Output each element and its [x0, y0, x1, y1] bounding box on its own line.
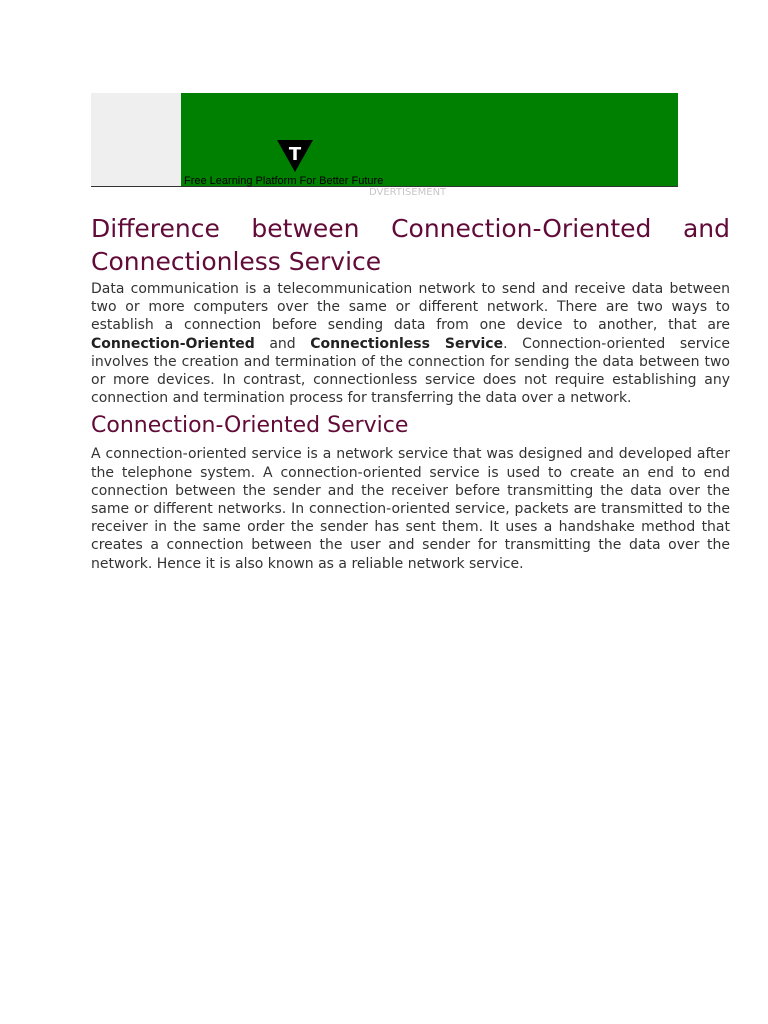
- intro-text-2: and: [254, 335, 311, 352]
- banner-left-panel: [91, 93, 181, 186]
- banner-green-panel: [181, 93, 678, 186]
- section-heading-connection-oriented: Connection-Oriented Service: [91, 413, 409, 439]
- advertisement-label: DVERTISEMENT: [369, 187, 447, 198]
- intro-text-3: . Connection-oriented service involves the creation and termination of the connection for sending the data between two or more devices. In contrast, connectionless service does not require establishing any connection and termination process for transferring the data over a network.: [91, 335, 731, 407]
- intro-text-1: Data communication is a telecommunication network to send and receive data between two or more computers over the same or different network. There are two ways to establish a connection before sending data from one device to another, that are: [91, 281, 730, 334]
- logo-letter: T: [288, 144, 302, 165]
- intro-paragraph: [91, 280, 730, 407]
- site-banner[interactable]: [91, 93, 678, 187]
- article-content: [91, 212, 730, 577]
- term-connection-oriented: Connection-Oriented: [91, 335, 255, 352]
- site-tagline: Free Learning Platform For Better Future: [184, 175, 384, 187]
- section-paragraph-connection-oriented: A connection-oriented service is a network service that was designed and developed after the telephone system. A connection-oriented service is used to create an end to end connection between the sender and the receiver before transmitting the data over the same or different networks. In connection-oriented service, packets are transmitted to the receiver in the same order the sender has sent them. It uses a handshake method that creates a connection between the user and sender for transmitting the data over the network. Hence it is also known as a reliable network service.: [91, 446, 730, 572]
- term-connectionless-service: Connectionless Service: [310, 335, 504, 352]
- site-logo-icon[interactable]: [277, 140, 313, 172]
- page-title: Difference between Connection-Oriented and Connectionless Service: [91, 214, 730, 276]
